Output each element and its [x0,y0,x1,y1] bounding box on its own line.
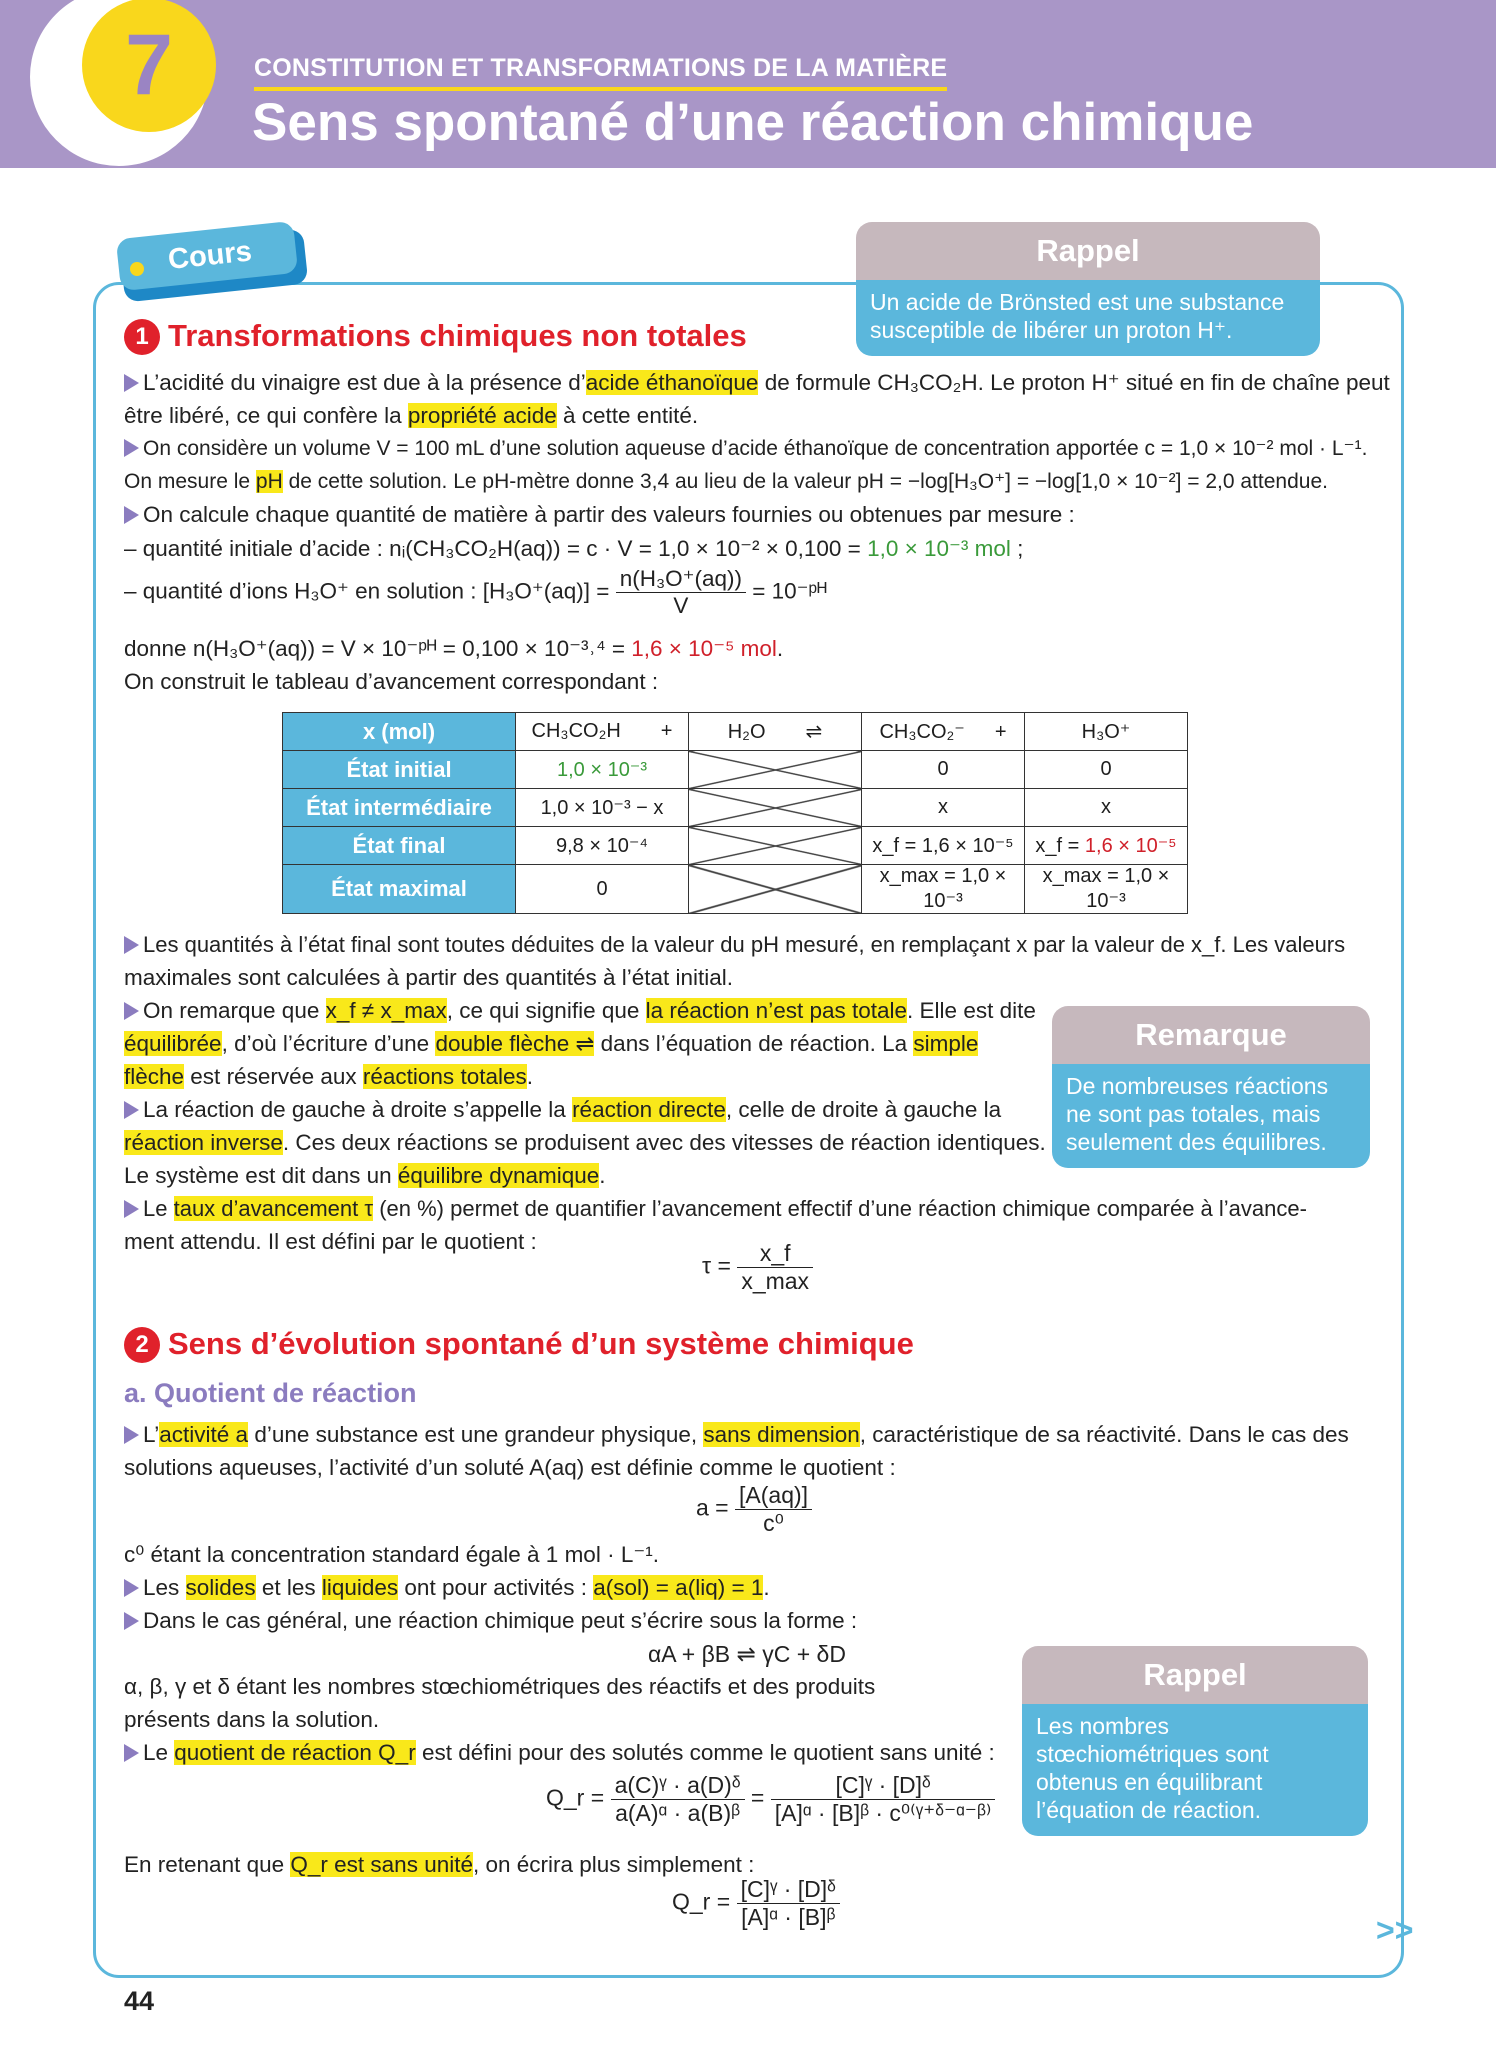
bullet-triangle-icon [124,1579,139,1597]
table-cell: 0 [516,865,689,914]
text-run: . Ces deux réactions se produisent avec des vitesses de réaction identiques. [282,1130,1046,1155]
text-run: , ce qui signifie que [446,998,646,1023]
cours-dot-icon [130,262,144,276]
text-line [124,1064,533,1090]
denominator: [A]ᵅ · [B]ᵝ · c⁰⁽ᵞ⁺ᵟ⁻ᵅ⁻ᵝ⁾ [774,1800,992,1826]
species: CH₃CO₂⁻ [879,721,965,743]
table-cell: x_max = 1,0 × 10⁻³ [862,865,1025,914]
bullet-triangle-icon [124,1101,139,1119]
text-run: On remarque que [143,998,326,1023]
bullet-triangle-icon [124,374,139,392]
text-run: – quantité initiale d’acide : nᵢ(CH₃CO₂H(aq)) = c · V = 1,0 × 10⁻² × 0,100 = [124,536,868,561]
highlight: taux d’avancement τ [173,1196,374,1221]
highlight: pH [255,470,283,493]
text-run: On considère un volume V = 100 mL d’une solution aqueuse d’acide éthanoïque de concentration apportée c = 1,0 × 10⁻² mol · L⁻¹. [143,437,1368,460]
text-run: ; [1010,536,1024,561]
section-number: 2 [124,1327,160,1363]
text-run: dans l’équation de réaction. La [594,1031,914,1056]
cours-tab: Cours [116,221,298,291]
red-value: 1,6 × 10⁻⁵ mol [631,636,777,661]
table-header-cell [689,713,862,751]
remarque-title: Remarque [1052,1006,1370,1064]
text-run: . Elle est dite [907,998,1036,1023]
text-run: Le système est dit dans un [124,1163,398,1188]
text-line [124,1130,1046,1156]
text-run: = 10⁻ᵖᴴ [746,578,827,604]
table-cell: 1,0 × 10⁻³ − x [516,789,689,827]
next-page-arrow-icon: >> [1376,1912,1414,1948]
bullet-triangle-icon [124,936,139,954]
fraction [735,1482,812,1537]
red-value: 1,6 × 10⁻⁵ [1084,835,1177,857]
rappel-box-2 [1022,1646,1368,1836]
text-run: Les quantités à l’état final sont toutes déduites de la valeur du pH mesuré, en remplaçant x par la valeur de x_f. Les valeurs [143,932,1346,957]
bullet-triangle-icon [124,1200,139,1218]
numerator: [A(aq)] [735,1482,812,1510]
text-line [124,998,1036,1024]
row-label: État intermédiaire [283,789,516,827]
crossed-cell [689,865,862,914]
bullet-triangle-icon [124,1612,139,1630]
text-run: . [526,1064,533,1089]
row-label: État maximal [283,865,516,914]
tau-formula [702,1240,813,1295]
text-line [124,469,1328,494]
section-number: 1 [124,319,160,355]
quotient-formula-full [546,1772,995,1827]
text-run: de formule CH₃CO₂H. Le proton H⁺ situé en fin de chaîne peut [758,370,1390,395]
table-cell: 0 [1025,751,1188,789]
fraction [737,1876,840,1931]
text-run: est réservée aux [184,1064,363,1089]
text-run: , caractéristique de sa réactivité. Dans le cas des [859,1422,1349,1447]
text-run: . [763,1575,770,1600]
text-line [124,1031,978,1057]
text-line [124,1196,1307,1222]
text-run: donne n(H₃O⁺(aq)) = V × 10⁻ᵖᴴ = 0,100 × 10⁻³˒⁴ = [124,636,632,661]
numerator: x_f [737,1240,813,1268]
formula-line [124,566,827,619]
highlight: propriété acide [407,403,557,428]
highlight: équilibre dynamique [397,1163,600,1188]
denominator: V [673,593,689,618]
table-cell: 1,0 × 10⁻³ [516,751,689,789]
text-line [124,403,698,429]
text-line [124,1097,1001,1123]
table-header-row [283,713,1188,751]
denominator: x_max [741,1268,810,1294]
highlight: double flèche ⇌ [435,1031,595,1056]
highlight: a(sol) = a(liq) = 1 [593,1575,764,1600]
general-reaction-equation: αA + βB ⇌ γC + δD [648,1641,846,1667]
text-run: x_f = [1035,835,1085,857]
row-label: État initial [283,751,516,789]
text-line [124,436,1367,461]
section-title: Sens d’évolution spontané d’un système chimique [168,1326,914,1361]
text-run: , on écrira plus simplement : [472,1852,755,1877]
fraction [616,566,746,619]
subsection-title: a. Quotient de réaction [124,1378,417,1408]
text-line: solutions aqueuses, l’activité d’un soluté A(aq) est définie comme le quotient : [124,1455,896,1480]
green-value: 1,0 × 10⁻³ mol [867,536,1011,561]
section-title: Transformations chimiques non totales [168,318,747,353]
highlight: réaction inverse [124,1130,283,1155]
text-run: τ = [702,1252,738,1279]
text-line: c⁰ étant la concentration standard égale à 1 mol · L⁻¹. [124,1542,659,1567]
bullet-triangle-icon [124,506,139,524]
crossed-cell [689,827,862,865]
text-line [124,536,1023,562]
highlight: la réaction n’est pas totale [645,998,908,1023]
text-line [124,370,1390,396]
text-run: L’ [143,1422,160,1447]
text-run: En retenant que [124,1852,291,1877]
rappel-box-1 [856,222,1320,356]
highlight: flèche [124,1064,185,1089]
text-run: à cette entité. [556,403,699,428]
numerator: [C]ᵞ · [D]ᵟ [737,1876,840,1904]
text-line: ment attendu. Il est défini par le quotient : [124,1229,537,1254]
text-run: Dans le cas général, une réaction chimique peut s’écrire sous la forme : [143,1608,858,1633]
activity-formula [696,1482,812,1537]
table-header-cell [516,713,689,751]
remarque-box [1052,1006,1370,1168]
advancement-table [282,712,1188,914]
bullet-triangle-icon [124,439,139,457]
section-2-heading [124,1326,914,1363]
denominator: [A]ᵅ · [B]ᵝ [741,1904,836,1930]
table-cell [1025,827,1188,865]
fraction [737,1240,813,1295]
bullet-triangle-icon [124,1744,139,1762]
highlight: réaction directe [572,1097,726,1122]
highlight: sans dimension [703,1422,860,1447]
table-header-cell: H₃O⁺ [1025,713,1188,751]
denominator: a(A)ᵅ · a(B)ᵝ [615,1800,740,1826]
plus-sign: + [660,720,673,742]
highlight: réactions totales [362,1064,527,1089]
table-row [283,751,1188,789]
bullet-triangle-icon [124,1426,139,1444]
table-cell: x [862,789,1025,827]
text-run: L’acidité du vinaigre est due à la présence d’ [143,370,586,395]
page-number: 44 [124,1986,155,2016]
text-line [124,636,783,662]
species: CH₃CO₂H [531,720,621,742]
highlight: solides [185,1575,256,1600]
text-run: = [744,1784,771,1811]
text-line: maximales sont calculées à partir des quantités à l’état initial. [124,965,734,990]
text-run: d’une substance est une grandeur physique, [248,1422,704,1447]
text-line [124,1740,995,1766]
highlight: x_f ≠ x_max [325,998,447,1023]
text-run: être libéré, ce qui confère la [124,403,408,428]
text-run: . [599,1163,606,1188]
table-cell: 0 [862,751,1025,789]
text-run: ont pour activités : [398,1575,594,1600]
text-line [124,1608,857,1634]
crossed-cell [689,751,862,789]
chapter-number: 7 [82,0,216,132]
rappel-body: Les nombres stœchiométriques sont obtenus en équilibrant l’équation de réaction. [1022,1704,1368,1836]
text-line: présents dans la solution. [124,1707,380,1732]
fraction [611,1772,745,1827]
rappel-title: Rappel [1022,1646,1368,1704]
highlight: activité a [159,1422,249,1447]
text-line [124,1575,770,1601]
rappel-body: Un acide de Brönsted est une substance susceptible de libérer un proton H⁺. [856,280,1320,356]
text-line: α, β, γ et δ étant les nombres stœchiométriques des réactifs et des produits [124,1674,876,1699]
text-run: On mesure le [124,470,256,493]
highlight: acide éthanoïque [585,370,759,395]
highlight: liquides [321,1575,399,1600]
table-row [283,789,1188,827]
table-cell: x [1025,789,1188,827]
text-line [124,1852,754,1878]
crossed-cell [689,789,862,827]
remarque-body: De nombreuses réactions ne sont pas totales, mais seulement des équilibres. [1052,1064,1370,1168]
text-run: (en %) permet de quantifier l’avancement effectif d’une réaction chimique comparée à l’avance- [373,1196,1307,1221]
highlight: équilibrée [124,1031,222,1056]
text-line [124,1422,1349,1448]
text-run: – quantité d’ions H₃O⁺ en solution : [H₃O⁺(aq)] = [124,578,616,604]
text-run: et les [255,1575,322,1600]
denominator: c⁰ [763,1510,784,1536]
table-header-cell [862,713,1025,751]
quotient-formula-simple [672,1876,840,1931]
text-run: On calcule chaque quantité de matière à partir des valeurs fournies ou obtenues par mesure : [143,502,1075,527]
section-1-heading [124,318,747,355]
text-run: de cette solution. Le pH-mètre donne 3,4 au lieu de la valeur pH = −log[H₃O⁺] = −log[1,0 × 10⁻²] = 2,0 attendue. [282,470,1328,493]
fraction [771,1772,996,1827]
highlight: simple [913,1031,979,1056]
text-run: La réaction de gauche à droite s’appelle la [143,1097,573,1122]
text-line: On construit le tableau d’avancement correspondant : [124,669,659,694]
text-run: est défini pour des solutés comme le quotient sans unité : [415,1740,995,1765]
highlight: quotient de réaction Q_r [174,1740,416,1765]
text-run: , d’où l’écriture d’une [221,1031,436,1056]
table-header-cell: x (mol) [283,713,516,751]
table-cell: 9,8 × 10⁻⁴ [516,827,689,865]
text-line [124,1163,606,1189]
page-title: Sens spontané d’une réaction chimique [252,93,1254,152]
species: H₂O [727,721,766,743]
table-cell: x_max = 1,0 × 10⁻³ [1025,865,1188,914]
text-run: . [776,636,784,661]
text-line [124,932,1345,958]
text-run: Les [143,1575,186,1600]
numerator: n(H₃O⁺(aq)) [616,566,746,593]
text-run: a = [696,1494,736,1521]
text-run: Le [143,1196,174,1221]
highlight: Q_r est sans unité [290,1852,473,1877]
table-cell: x_f = 1,6 × 10⁻⁵ [862,827,1025,865]
text-run: , celle de droite à gauche la [725,1097,1002,1122]
equilibrium-arrow: ⇌ [805,721,823,743]
plus-sign: + [994,721,1007,743]
text-run: Le [143,1740,175,1765]
bullet-triangle-icon [124,1002,139,1020]
text-run: Q_r = [546,1784,611,1811]
row-label: État final [283,827,516,865]
text-line [124,502,1075,528]
table-row [283,827,1188,865]
rappel-title: Rappel [856,222,1320,280]
chapter-kicker: CONSTITUTION ET TRANSFORMATIONS DE LA MATIÈRE [254,54,947,91]
numerator: a(C)ᵞ · a(D)ᵟ [611,1772,745,1800]
table-row [283,865,1188,914]
numerator: [C]ᵞ · [D]ᵟ [771,1772,996,1800]
text-run: Q_r = [672,1888,737,1915]
